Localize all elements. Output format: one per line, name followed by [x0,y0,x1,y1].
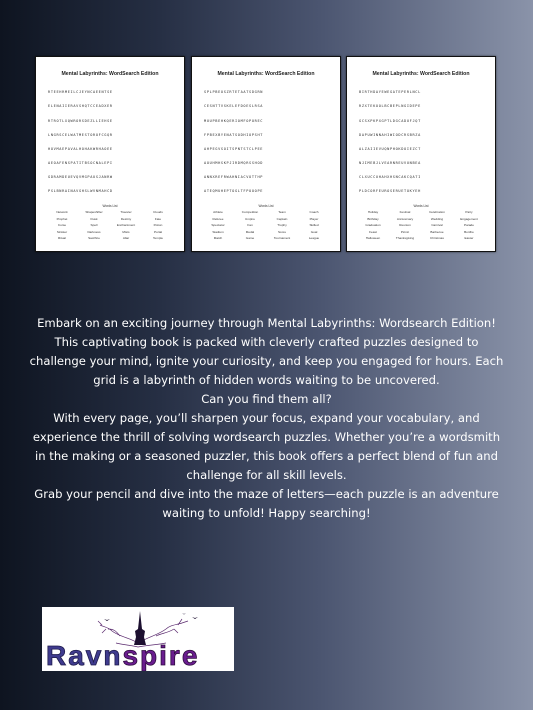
grid-row: ATEQMUHEPTOGLTFPOOOPE [204,188,264,193]
word-item: Barbecue [430,229,444,234]
word-item: Sinister [56,229,68,234]
grid-row: RZXTEKOOLBCBEPLNGIDEPE [359,104,421,109]
words-list-title: Words List [258,204,274,208]
book-page-preview [346,56,496,252]
book-description [28,314,505,523]
word-item: Tournament [273,236,291,241]
word-item: Darkness [87,229,101,234]
word-item: Celebration [429,210,445,214]
grid-row: AEOAFENSPATITBSOCNALEPI [48,160,113,165]
word-item: Feast [369,229,377,234]
word-item: Trophy [277,223,287,228]
words-list [357,210,485,240]
word-item: Dusk [90,216,98,221]
word-item: Wedding [430,216,444,221]
word-item: Carnival [431,223,443,228]
book-page-preview [35,56,185,252]
word-item: Holiday [367,210,379,214]
word-item: Umpire [245,216,255,221]
word-item: Clouds [153,210,163,214]
word-item: League [308,236,320,241]
grid-row: AOUHMHSKPJIRDMQRSSHOD [204,160,264,165]
words-list-title: Words List [102,204,118,208]
word-item: Halloween [365,236,381,241]
word-item: Competition [241,210,259,214]
grid-row: AHPEGVSOITSPNTSTCLPEE [204,146,264,151]
grid-row: NJIMEBJLVEARNREUVUNBEA [359,160,421,165]
grid-row: ANNXREFRWAHNIACVOTTHP [204,174,264,179]
word-item: Spectator [211,223,225,228]
ravens-icon [104,613,198,621]
word-item: Enchantment [116,223,136,228]
word-item: Potion [153,223,163,228]
grid-row: RTEEHRMEILCJEYNCAEENTSE [48,90,113,95]
grid-row: ALZAIIEVUQNPHOKDOIEZCT [359,146,421,151]
word-item: Match [213,236,223,241]
description-paragraph: With every page, you’ll sharpen your focus, expand your vocabulary, and experience the thrill of solving wordsearch puzzles. Whether you’re a wordsmith in the making or a seasoned puzzler, this book offers a perfect blend of fun and challenge for all skill levels. [32,411,501,482]
word-item: Easter [464,236,474,241]
word-item: Graduation [365,223,381,228]
word-item: Mists [122,229,130,234]
word-item: Curse [57,223,67,228]
word-item: Sacrifice [88,236,100,241]
word-item: Prophet [56,216,68,221]
grid-row: CLXUCCUHAHXHSNCAKCQATI [359,174,421,179]
description-paragraph: Can you find them all? [201,392,332,406]
word-item: Birthday [367,216,379,221]
word-item: Traveler [120,210,132,214]
grid-row: BIRTHDAYEWEGATEPERLNCL [359,90,421,95]
word-item: Player [309,216,319,221]
logo-wordmark: Ravnspire [46,640,200,671]
word-item: Portal [153,229,163,234]
word-item: Spell [90,223,98,228]
word-item: Goal [310,229,318,234]
word-item: Altar [122,236,130,241]
word-item: Captain [276,216,288,221]
grid-row: LNGRSCELWATMESTOROFCGQR [48,132,113,137]
word-item: Festival [399,210,411,214]
page-title: Mental Labyrinths: WordSearch Edition [61,71,159,77]
page-title: Mental Labyrinths: WordSearch Edition [217,71,315,77]
grid-row: GCSXPKPXGPTLDGCADUFJQT [359,118,421,123]
word-item: Referee [212,216,224,221]
word-item: Parade [464,223,474,228]
word-item: Medal [245,229,255,234]
grid-row: CESNTTVSKELEFDOESLRSA [204,104,264,109]
word-item: Shapeshifter [85,210,103,214]
letter-grid [204,81,328,198]
grid-row: PLDCORFEUROSERUETOKYEH [359,188,421,193]
letter-grid [48,81,172,198]
page-title: Mental Labyrinths: WordSearch Edition [372,71,470,77]
logo-artwork [42,607,234,671]
grid-row: MUUPBEHKQERIOMFOPOREC [204,118,264,123]
grid-row: GDRAMDEUEVQVMGPAUSJANRW [48,174,113,179]
word-item: Athlete [213,210,223,214]
word-item: Ritual [58,236,66,241]
word-item: Fan [247,223,253,228]
description-paragraph: Grab your pencil and dive into the maze of letters—each puzzle is an adventure waiting to unfold! Happy searching! [34,487,499,520]
words-list-title: Words List [413,204,429,208]
word-item: Game [245,236,255,241]
grid-row: FPBEXBYENATSODHIOPSHT [204,132,264,137]
ravnspire-logo [42,607,234,671]
word-item: Party [465,210,473,214]
grid-row: DAPUWINNAHIWIODCRSBRZA [359,132,421,137]
word-item: Stadium [212,229,224,234]
word-item: Picnic [400,229,410,234]
grid-row: ELENAIIERAVSHQTCCEADXER [48,104,113,109]
words-list [202,210,330,240]
word-item: Reunion [399,223,411,228]
description-paragraph: Embark on an exciting journey through Mental Labyrinths: Wordsearch Edition! This captivating book is packed with cleverly crafted puzzles designed to challenge your mind, ignite your curiosity, and keep you engaged for hours. Each grid is a labyrinth of hidden words waiting to be uncovered. [29,316,504,387]
word-item: Engagement [460,216,478,221]
word-item: Skilled [309,223,319,228]
word-item: Christmas [430,236,444,241]
grid-row: PSLBNRAINAVGHSLWVNMAHCD [48,188,113,193]
grid-row: SPLPBEOSZRTETAATSDGRN [204,90,264,95]
word-item: Coach [309,210,319,214]
word-item: Temple [153,236,163,241]
word-item: Score [277,229,287,234]
grid-row: HOVMAEPAVALHOHAKWRHAOEE [48,146,113,151]
letter-grid [359,81,483,198]
word-item: Thanksgiving [395,236,415,241]
word-item: Team [278,210,286,214]
word-item: Destiny [120,216,132,221]
word-item: Network [56,210,68,214]
book-page-preview [191,56,341,252]
word-item: Fate [154,216,162,221]
word-item: Anniversary [396,216,414,221]
word-item: Bonfire [464,229,474,234]
words-list [46,210,174,240]
book-page-previews [0,0,533,260]
grid-row: RTROTLXQWRORSDEZLLIEHSE [48,118,113,123]
